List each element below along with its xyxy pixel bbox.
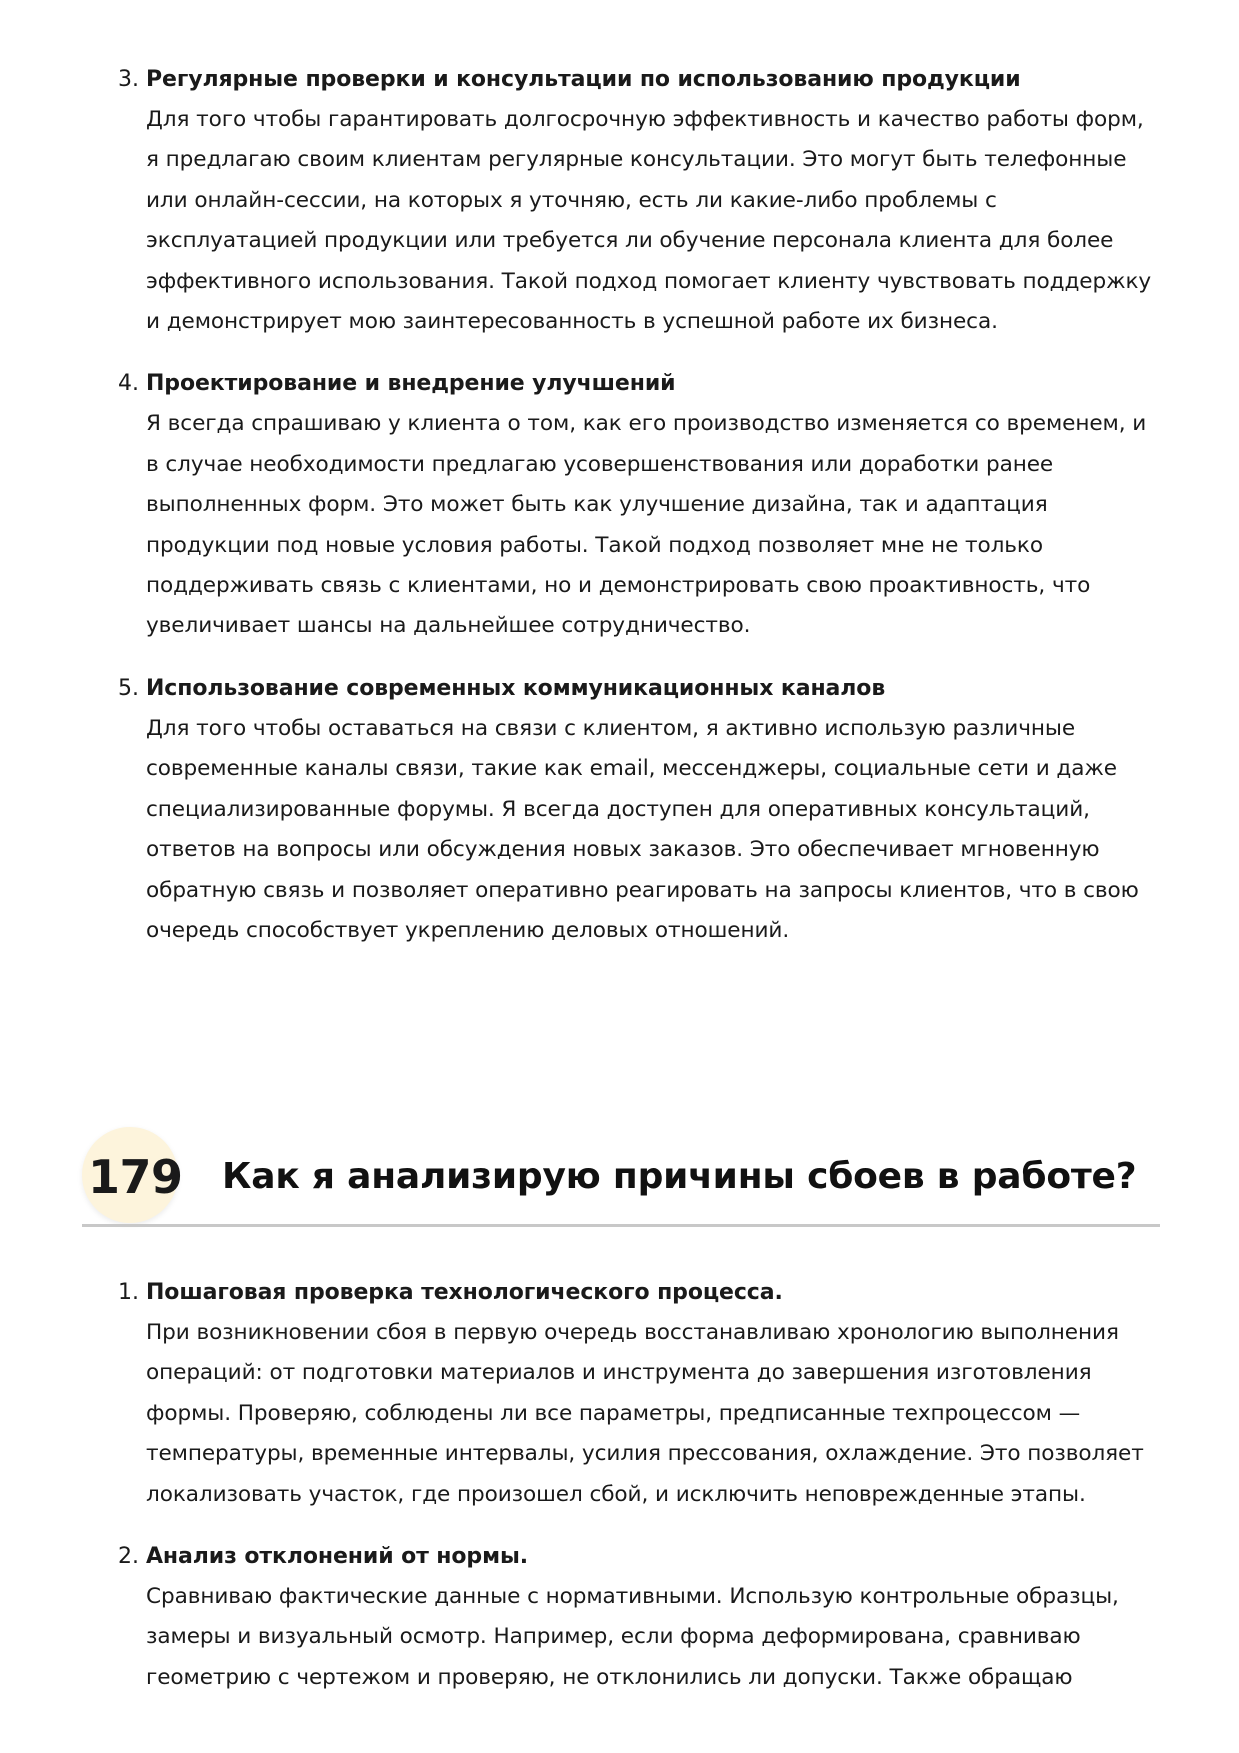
list-bottom <box>118 1273 1158 1720</box>
section-title: Как я анализирую причины сбоев в работе? <box>222 1156 1137 1197</box>
item-title: Регулярные проверки и консультации по использованию продукции <box>146 67 1021 92</box>
item-title: Использование современных коммуникационных каналов <box>146 675 886 701</box>
list-item <box>118 1273 1158 1515</box>
list-top <box>118 60 1158 973</box>
item-text: Для того чтобы оставаться на связи с клиентом, я активно использую различные современные каналы связи, такие как email, мессенджеры, социальные сети и даже специализированные форумы. Я всегда доступен для оперативных консультаций, ответов на вопросы или обсуждения новых заказов. Это обеспечивает мгновенную обратную связь и позволяет оперативно реагировать на запросы клиентов, что в свою очередь способствует укреплению деловых отношений. <box>146 715 1139 943</box>
item-number: 1. <box>118 1280 139 1305</box>
item-number: 3. <box>118 67 139 92</box>
item-title: Анализ отклонений от нормы. <box>146 1544 528 1570</box>
item-number: 4. <box>118 371 139 397</box>
section-divider <box>82 1224 1160 1227</box>
item-title: Проектирование и внедрение улучшений <box>146 371 676 397</box>
list-item <box>118 364 1158 646</box>
question-number: 179 <box>88 1150 183 1204</box>
item-text: Для того чтобы гарантировать долгосрочную эффективность и качество работы форм, я предлагаю своим клиентам регулярные консультации. Это могут быть телефонные или онлайн-сессии, на которых я уточняю, есть ли какие-либо проблемы с эксплуатацией продукции или требуется ли обучение персонала клиента для более эффективного использования. Такой подход помогает клиенту чувствовать поддержку и демонстрирует мою заинтересованность в успешной работе их бизнеса. <box>146 107 1152 335</box>
list-item <box>118 669 1158 951</box>
item-text: Я всегда спрашиваю у клиента о том, как его производство изменяется со временем, и в случае необходимости предлагаю усовершенствования или доработки ранее выполненных форм. Это может быть как улучшение дизайна, так и адаптация продукции под новые условия работы. Такой подход позволяет мне не только поддерживать связь с клиентами, но и демонстрировать свою проактивность, что увеличивает шансы на дальнейшее сотрудничество. <box>146 411 1147 639</box>
item-text: Сравниваю фактические данные с нормативными. Использую контрольные образцы, замеры и визуальный осмотр. Например, если форма деформирована, сравниваю геометрию с чертежом и проверяю, не отклонились ли допуски. Также обращаю <box>146 1584 1119 1690</box>
list-item <box>118 60 1158 342</box>
list-item <box>118 1537 1158 1698</box>
item-title: Пошаговая проверка технологического процесса. <box>146 1280 783 1305</box>
section-header <box>82 1119 1160 1229</box>
item-number: 5. <box>118 675 139 701</box>
item-text: При возникновении сбоя в первую очередь восстанавливаю хронологию выполнения операций: от подготовки материалов и инструмента до завершения изготовления формы. Проверяю, соблюдены ли все параметры, предписанные техпроцессом — температуры, временные интервалы, усилия прессования, охлаждение. Это позволяет локализовать участок, где произошел сбой, и исключить неповрежденные этапы. <box>146 1320 1144 1507</box>
item-number: 2. <box>118 1544 139 1570</box>
